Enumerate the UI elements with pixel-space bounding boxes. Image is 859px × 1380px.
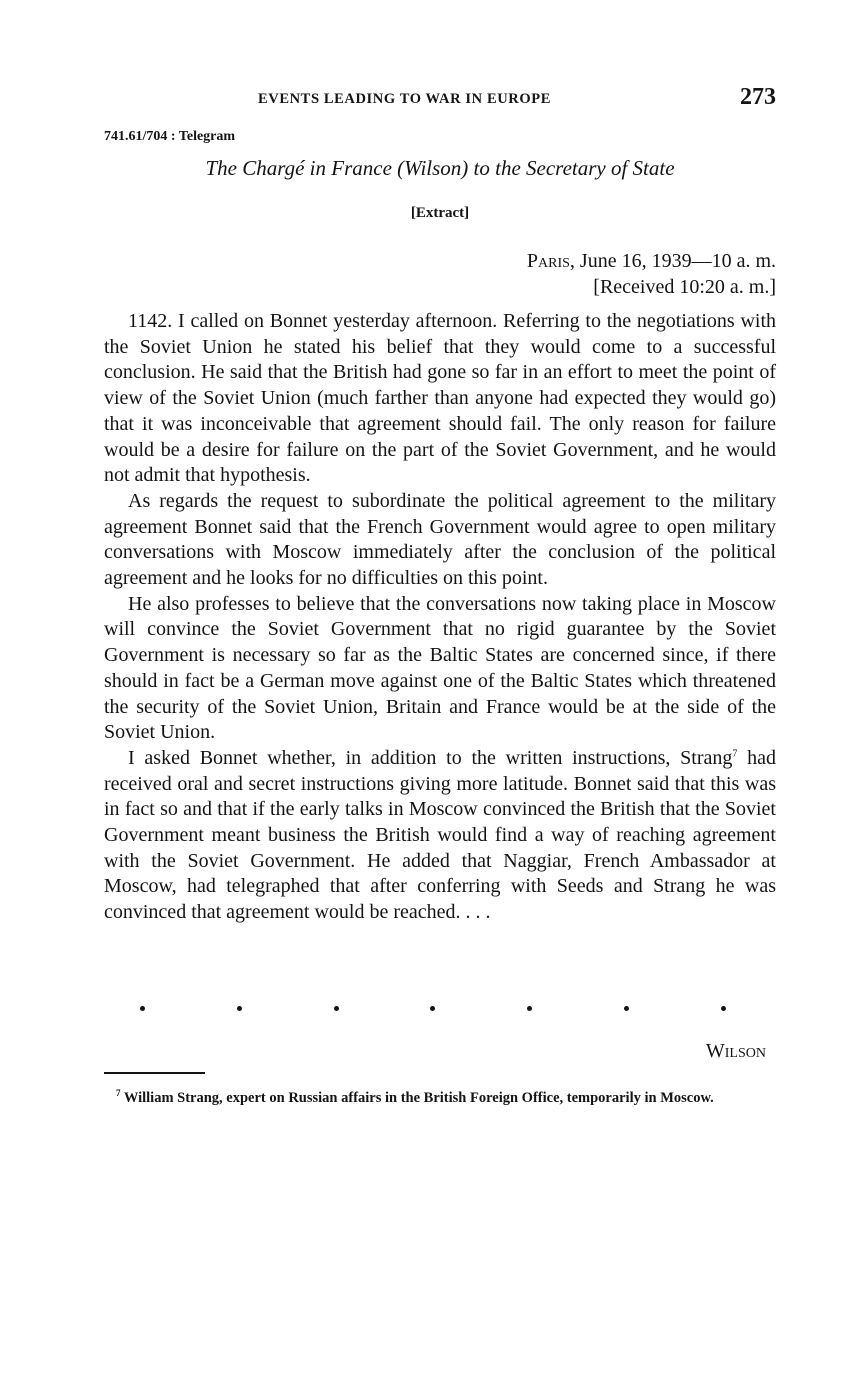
paragraph-4 <box>104 746 776 926</box>
running-header <box>104 86 776 116</box>
omission-dot <box>140 1006 145 1011</box>
paragraph-1: 1142. I called on Bonnet yesterday afternoon. Referring to the negotiations with the Soviet Union he stated his belief that they would come to a successful conclusion. He said that the British had gone so far in an effort to meet the point of view of the Soviet Union (much farther than anyone had expected they would go) that it was inconceivable that agreement should fail. The only reason for failure would be a desire for failure on the part of the Soviet Government, and he would not admit that hypothesis. <box>104 310 776 487</box>
paragraph-3: He also professes to believe that the conversations now taking place in Moscow will convince the Soviet Government that no rigid guarantee by the Soviet Government is necessary so far as the Baltic States are concerned since, if there should in fact be a German move against one of the Baltic States which threatened the security of the Soviet Union, Britain and France would be at the side of the Soviet Union. <box>104 592 776 744</box>
paragraph-2: As regards the request to subordinate the political agreement to the military agreement Bonnet said that the French Government would agree to open military conversations with Moscow immediately after the conclusion of the political agreement and he looks for no difficulties on this point. <box>104 489 776 590</box>
footnote-text: William Strang, expert on Russian affairs in the British Foreign Office, temporarily in Moscow. <box>120 1090 714 1106</box>
file-reference: 741.61/704 : Telegram <box>104 129 236 144</box>
omission-dot <box>237 1006 242 1011</box>
footnote-reference: 7 <box>732 748 738 760</box>
omission-dot <box>430 1006 435 1011</box>
dateline-date: , June 16, 1939—10 a. m. <box>569 250 776 272</box>
omission-dot <box>527 1006 532 1011</box>
paragraph-4-text-a: I asked Bonnet whether, in addition to the written instructions, Strang <box>128 746 733 769</box>
footnote-marker: 7 <box>116 1088 121 1099</box>
telegram-body <box>104 309 776 926</box>
omission-dot <box>721 1006 726 1011</box>
running-title: EVENTS LEADING TO WAR IN EUROPE <box>258 91 551 107</box>
dateline <box>527 248 776 300</box>
paragraph-4-text-b: had received oral and secret instructions giving more latitude. Bonnet said that this was in fact so and that if the early talks in Moscow convinced the British that the Soviet Government meant business the British would find a way of reaching agreement with the Soviet Government. He added that Naggiar, French Ambassador at Moscow, had telegraphed that after conferring with Seeds and Strang he was convinced that agreement would be reached. . . . <box>104 746 777 924</box>
dateline-sent <box>527 248 776 274</box>
extract-label: [Extract] <box>410 205 470 221</box>
signature: Wilson <box>705 1040 766 1062</box>
document-page <box>104 0 776 1380</box>
footnote <box>104 1089 776 1107</box>
document-title: The Chargé in France (Wilson) to the Secretary of State <box>205 156 675 180</box>
omission-dot <box>334 1006 339 1011</box>
page-number: 273 <box>740 84 776 110</box>
omission-dots <box>140 1006 726 1011</box>
footnote-divider <box>104 1072 205 1074</box>
omission-dot <box>624 1006 629 1011</box>
dateline-place: Paris <box>526 250 570 272</box>
dateline-received: [Received 10:20 a. m.] <box>593 276 776 298</box>
